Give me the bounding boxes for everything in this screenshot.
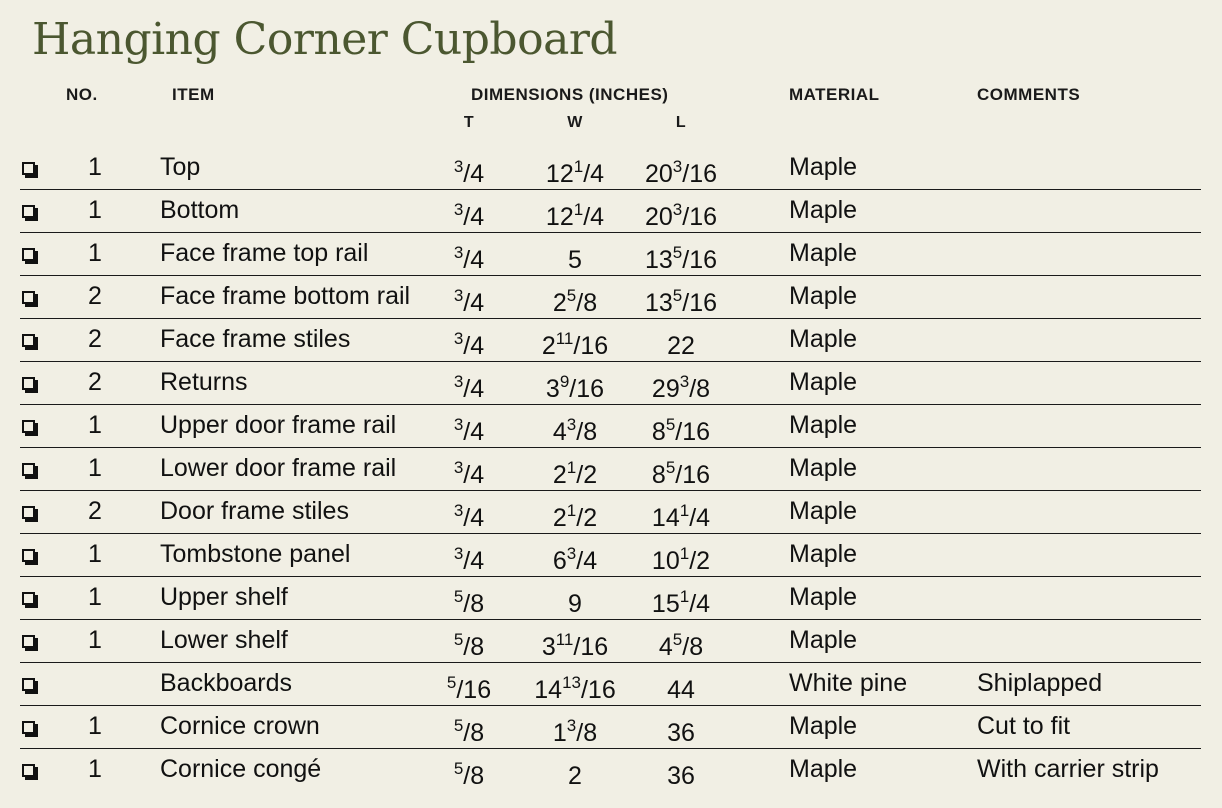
- item-cell: Tombstone panel: [160, 540, 351, 568]
- thickness-cell: [433, 195, 505, 232]
- width-cell: [525, 238, 625, 275]
- length-cell: [630, 625, 732, 662]
- length-cell-numerator: 5: [665, 458, 676, 477]
- table-row: [20, 232, 1201, 276]
- length-cell-whole: 36: [667, 762, 695, 790]
- length-cell-denominator: /16: [675, 418, 711, 446]
- length-cell: [630, 754, 732, 791]
- width-cell: [525, 668, 625, 705]
- thickness-cell-numerator: 3: [453, 286, 464, 305]
- length-cell-whole: 20: [644, 160, 673, 188]
- width-cell-whole: 12: [545, 203, 574, 231]
- length-cell-whole: 13: [644, 289, 673, 317]
- length-cell-whole: 4: [658, 633, 673, 661]
- table-row: [20, 404, 1201, 448]
- table-row: [20, 447, 1201, 491]
- page-title: Hanging Corner Cupboard: [32, 14, 618, 65]
- width-cell-numerator: 1: [573, 200, 584, 219]
- width-cell: [525, 152, 625, 189]
- width-cell-whole: 14: [534, 676, 563, 704]
- item-cell: Door frame stiles: [160, 497, 349, 525]
- length-cell-numerator: 5: [672, 243, 683, 262]
- table-row: [20, 576, 1201, 620]
- length-cell-whole: 29: [651, 375, 680, 403]
- width-cell-whole: 5: [568, 246, 582, 274]
- header-no: NO.: [66, 85, 98, 104]
- quantity-cell: 1: [88, 755, 102, 783]
- header-item: ITEM: [172, 85, 215, 104]
- thickness-cell: [433, 754, 505, 791]
- item-cell: Cornice crown: [160, 712, 320, 740]
- table-row: [20, 361, 1201, 405]
- width-cell-whole: 9: [568, 590, 582, 618]
- length-cell-denominator: /8: [689, 375, 711, 403]
- checkbox-icon[interactable]: [22, 549, 35, 562]
- width-cell-whole: 2: [552, 461, 567, 489]
- length-cell-denominator: /16: [682, 289, 718, 317]
- length-cell: [630, 496, 732, 533]
- width-cell-numerator: 11: [555, 329, 574, 348]
- length-cell-numerator: 5: [672, 630, 683, 649]
- length-cell-numerator: 3: [672, 157, 683, 176]
- width-cell-numerator: 3: [566, 415, 577, 434]
- table-row: [20, 318, 1201, 362]
- width-cell-denominator: /8: [576, 418, 598, 446]
- thickness-cell-denominator: /8: [463, 633, 485, 661]
- checkbox-icon[interactable]: [22, 420, 35, 433]
- quantity-cell: 1: [88, 583, 102, 611]
- item-cell: Returns: [160, 368, 248, 396]
- thickness-cell: [433, 668, 505, 705]
- length-cell-whole: 36: [667, 719, 695, 747]
- material-cell: Maple: [789, 626, 858, 654]
- width-cell-whole: 2: [552, 289, 567, 317]
- thickness-cell-numerator: 3: [453, 501, 464, 520]
- thickness-cell-denominator: /4: [463, 332, 485, 360]
- quantity-cell: 2: [88, 497, 102, 525]
- material-cell: Maple: [789, 583, 858, 611]
- quantity-cell: 1: [88, 153, 102, 181]
- length-cell-whole: 14: [651, 504, 680, 532]
- material-cell: Maple: [789, 196, 858, 224]
- thickness-cell-numerator: 5: [453, 630, 464, 649]
- header-thickness: T: [463, 114, 475, 131]
- length-cell-whole: 22: [667, 332, 695, 360]
- width-cell-denominator: /4: [576, 547, 598, 575]
- material-cell: Maple: [789, 540, 858, 568]
- thickness-cell-denominator: /4: [463, 504, 485, 532]
- table-row: [20, 619, 1201, 663]
- thickness-cell-denominator: /4: [463, 246, 485, 274]
- thickness-cell: [433, 152, 505, 189]
- length-cell-whole: 15: [651, 590, 680, 618]
- checkbox-icon[interactable]: [22, 291, 35, 304]
- width-cell: [525, 324, 625, 361]
- comments-cell: With carrier strip: [977, 755, 1159, 783]
- header-material: MATERIAL: [789, 85, 880, 104]
- checkbox-icon[interactable]: [22, 162, 35, 175]
- length-cell-numerator: 3: [679, 372, 690, 391]
- thickness-cell: [433, 367, 505, 404]
- thickness-cell-numerator: 3: [453, 372, 464, 391]
- material-cell: White pine: [789, 669, 908, 697]
- thickness-cell-numerator: 3: [453, 415, 464, 434]
- length-cell-denominator: /16: [675, 461, 711, 489]
- width-cell-numerator: 13: [562, 673, 581, 692]
- thickness-cell-denominator: /8: [463, 762, 485, 790]
- quantity-cell: 1: [88, 454, 102, 482]
- checkbox-icon[interactable]: [22, 592, 35, 605]
- width-cell: [525, 711, 625, 748]
- thickness-cell-numerator: 3: [453, 329, 464, 348]
- thickness-cell-denominator: /4: [463, 418, 485, 446]
- width-cell-whole: 6: [552, 547, 567, 575]
- width-cell-whole: 1: [552, 719, 567, 747]
- thickness-cell-numerator: 5: [453, 587, 464, 606]
- length-cell-denominator: /8: [682, 633, 704, 661]
- thickness-cell-denominator: /8: [463, 590, 485, 618]
- thickness-cell: [433, 453, 505, 490]
- table-row: [20, 189, 1201, 233]
- width-cell: [525, 453, 625, 490]
- length-cell-whole: 13: [644, 246, 673, 274]
- item-cell: Face frame bottom rail: [160, 282, 411, 310]
- table-row: [20, 490, 1201, 534]
- item-cell: Lower shelf: [160, 626, 288, 654]
- checkbox-icon[interactable]: [22, 205, 35, 218]
- length-cell-denominator: /16: [682, 160, 718, 188]
- length-cell-denominator: /4: [689, 590, 711, 618]
- width-cell-denominator: /16: [569, 375, 605, 403]
- length-cell-denominator: /16: [682, 203, 718, 231]
- length-cell-numerator: 1: [679, 501, 690, 520]
- thickness-cell-numerator: 3: [453, 157, 464, 176]
- quantity-cell: 1: [88, 626, 102, 654]
- width-cell-whole: 2: [541, 332, 556, 360]
- width-cell-denominator: /2: [576, 461, 598, 489]
- length-cell: [630, 582, 732, 619]
- width-cell-denominator: /16: [573, 633, 609, 661]
- table-row: [20, 146, 1201, 190]
- length-cell: [630, 711, 732, 748]
- length-cell: [630, 324, 732, 361]
- width-cell-numerator: 3: [566, 544, 577, 563]
- table-row: [20, 662, 1201, 706]
- checkbox-icon[interactable]: [22, 678, 35, 691]
- material-cell: Maple: [789, 325, 858, 353]
- thickness-cell-numerator: 3: [453, 200, 464, 219]
- thickness-cell-numerator: 5: [446, 673, 457, 692]
- width-cell-denominator: /8: [576, 289, 598, 317]
- checkbox-icon[interactable]: [22, 721, 35, 734]
- width-cell-numerator: 5: [566, 286, 577, 305]
- length-cell: [630, 238, 732, 275]
- thickness-cell: [433, 625, 505, 662]
- material-cell: Maple: [789, 239, 858, 267]
- length-cell: [630, 195, 732, 232]
- quantity-cell: 1: [88, 411, 102, 439]
- width-cell-whole: 4: [552, 418, 567, 446]
- item-cell: Backboards: [160, 669, 293, 697]
- checkbox-icon[interactable]: [22, 463, 35, 476]
- length-cell-whole: 10: [651, 547, 680, 575]
- width-cell-numerator: 1: [573, 157, 584, 176]
- thickness-cell: [433, 539, 505, 576]
- header-length: L: [675, 114, 687, 131]
- length-cell-whole: 8: [651, 418, 666, 446]
- thickness-cell-denominator: /4: [463, 547, 485, 575]
- thickness-cell-denominator: /16: [456, 676, 492, 704]
- length-cell-whole: 8: [651, 461, 666, 489]
- comments-cell: Shiplapped: [977, 669, 1103, 697]
- thickness-cell: [433, 711, 505, 748]
- width-cell-denominator: /4: [583, 160, 605, 188]
- checkbox-icon[interactable]: [22, 248, 35, 261]
- thickness-cell: [433, 496, 505, 533]
- width-cell-numerator: 9: [559, 372, 570, 391]
- width-cell: [525, 754, 625, 791]
- thickness-cell-denominator: /8: [463, 719, 485, 747]
- table-row: [20, 748, 1201, 791]
- checkbox-icon[interactable]: [22, 635, 35, 648]
- width-cell-numerator: 11: [555, 630, 574, 649]
- width-cell: [525, 367, 625, 404]
- width-cell: [525, 582, 625, 619]
- length-cell: [630, 281, 732, 318]
- width-cell-denominator: /8: [576, 719, 598, 747]
- width-cell-denominator: /16: [580, 676, 616, 704]
- length-cell-numerator: 1: [679, 544, 690, 563]
- material-cell: Maple: [789, 368, 858, 396]
- width-cell-whole: 3: [545, 375, 560, 403]
- length-cell: [630, 539, 732, 576]
- material-cell: Maple: [789, 153, 858, 181]
- length-cell: [630, 367, 732, 404]
- checkbox-icon[interactable]: [22, 764, 35, 777]
- width-cell: [525, 195, 625, 232]
- table-row: [20, 533, 1201, 577]
- item-cell: Upper shelf: [160, 583, 288, 611]
- thickness-cell-numerator: 3: [453, 544, 464, 563]
- length-cell-denominator: /4: [689, 504, 711, 532]
- width-cell: [525, 410, 625, 447]
- item-cell: Bottom: [160, 196, 240, 224]
- thickness-cell: [433, 582, 505, 619]
- width-cell: [525, 281, 625, 318]
- width-cell-whole: 12: [545, 160, 574, 188]
- thickness-cell: [433, 324, 505, 361]
- width-cell-numerator: 1: [566, 458, 577, 477]
- width-cell-denominator: /16: [573, 332, 609, 360]
- width-cell-numerator: 1: [566, 501, 577, 520]
- width-cell-denominator: /2: [576, 504, 598, 532]
- width-cell-whole: 2: [568, 762, 582, 790]
- item-cell: Face frame stiles: [160, 325, 351, 353]
- item-cell: Cornice congé: [160, 755, 322, 783]
- thickness-cell-denominator: /4: [463, 461, 485, 489]
- width-cell: [525, 539, 625, 576]
- length-cell-whole: 20: [644, 203, 673, 231]
- thickness-cell: [433, 281, 505, 318]
- thickness-cell-numerator: 3: [453, 243, 464, 262]
- item-cell: Top: [160, 153, 201, 181]
- material-cell: Maple: [789, 411, 858, 439]
- thickness-cell-numerator: 5: [453, 759, 464, 778]
- quantity-cell: 1: [88, 540, 102, 568]
- length-cell-numerator: 3: [672, 200, 683, 219]
- quantity-cell: 2: [88, 368, 102, 396]
- thickness-cell: [433, 238, 505, 275]
- item-cell: Lower door frame rail: [160, 454, 397, 482]
- item-cell: Face frame top rail: [160, 239, 369, 267]
- length-cell-numerator: 5: [665, 415, 676, 434]
- item-cell: Upper door frame rail: [160, 411, 397, 439]
- thickness-cell-denominator: /4: [463, 203, 485, 231]
- checkbox-icon[interactable]: [22, 334, 35, 347]
- length-cell: [630, 410, 732, 447]
- quantity-cell: 1: [88, 239, 102, 267]
- header-width: W: [567, 114, 583, 131]
- quantity-cell: 1: [88, 712, 102, 740]
- width-cell-numerator: 3: [566, 716, 577, 735]
- quantity-cell: 1: [88, 196, 102, 224]
- width-cell-whole: 2: [552, 504, 567, 532]
- material-cell: Maple: [789, 755, 858, 783]
- quantity-cell: 2: [88, 282, 102, 310]
- header-comments: COMMENTS: [977, 85, 1081, 104]
- material-cell: Maple: [789, 497, 858, 525]
- thickness-cell-denominator: /4: [463, 289, 485, 317]
- checkbox-icon[interactable]: [22, 377, 35, 390]
- table-row: [20, 705, 1201, 749]
- checkbox-icon[interactable]: [22, 506, 35, 519]
- length-cell-numerator: 5: [672, 286, 683, 305]
- length-cell-denominator: /2: [689, 547, 711, 575]
- width-cell-denominator: /4: [583, 203, 605, 231]
- quantity-cell: 2: [88, 325, 102, 353]
- width-cell: [525, 625, 625, 662]
- material-cell: Maple: [789, 282, 858, 310]
- material-cell: Maple: [789, 712, 858, 740]
- length-cell: [630, 668, 732, 705]
- material-cell: Maple: [789, 454, 858, 482]
- thickness-cell-numerator: 3: [453, 458, 464, 477]
- header-dimensions: DIMENSIONS (INCHES): [471, 85, 669, 104]
- length-cell: [630, 453, 732, 490]
- width-cell: [525, 496, 625, 533]
- thickness-cell-denominator: /4: [463, 160, 485, 188]
- length-cell: [630, 152, 732, 189]
- thickness-cell-numerator: 5: [453, 716, 464, 735]
- thickness-cell-denominator: /4: [463, 375, 485, 403]
- length-cell-numerator: 1: [679, 587, 690, 606]
- length-cell-denominator: /16: [682, 246, 718, 274]
- table-row: [20, 275, 1201, 319]
- width-cell-whole: 3: [541, 633, 556, 661]
- thickness-cell: [433, 410, 505, 447]
- comments-cell: Cut to fit: [977, 712, 1071, 740]
- length-cell-whole: 44: [667, 676, 695, 704]
